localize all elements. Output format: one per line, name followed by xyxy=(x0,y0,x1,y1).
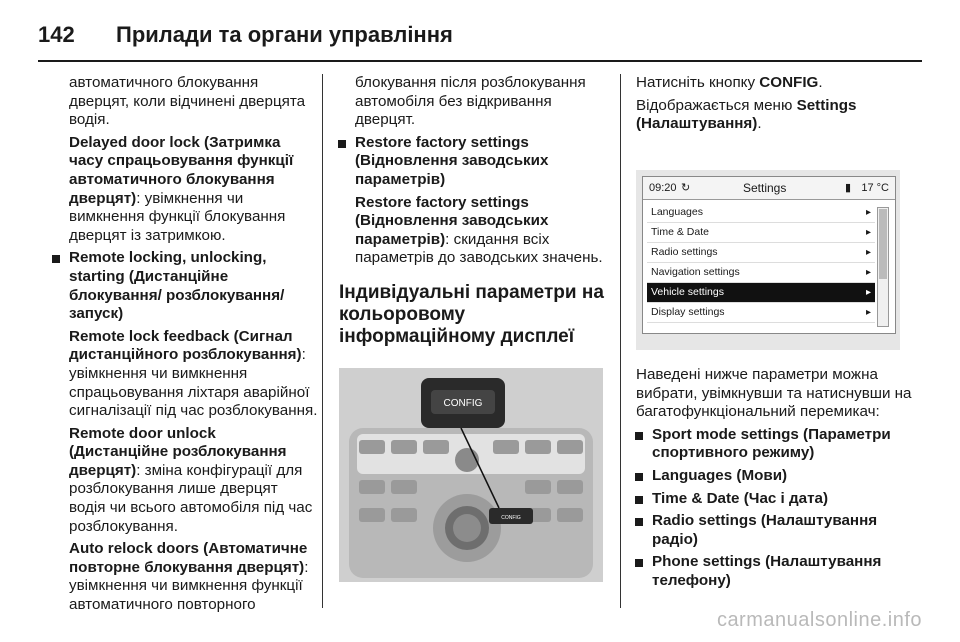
chevron-right-icon: ▸ xyxy=(865,207,871,218)
text: . xyxy=(757,115,762,133)
paragraph xyxy=(636,74,922,93)
bullet-item: Languages (Мови) xyxy=(636,467,922,486)
term: Remote lock feedback (Сигнал дистанційного розблокування) xyxy=(69,327,302,364)
config-callout-label: CONFIG xyxy=(443,398,483,409)
paragraph: автоматичного блокування дверцят, коли відчинені дверцята водія. xyxy=(69,74,306,129)
settings-menu-item[interactable] xyxy=(647,303,875,323)
screen-scrollbar xyxy=(877,207,889,327)
settings-menu-item[interactable] xyxy=(647,263,875,283)
settings-menu-item[interactable] xyxy=(647,203,875,223)
config-term: CONFIG xyxy=(759,74,819,91)
description: : увімкнення чи вимкнення функції автоматичного повторного xyxy=(69,558,309,614)
description: : увімкнення чи вимкнення спрацьовування ліхтаря аварійної сигналізації під час розблокування. xyxy=(69,346,318,420)
menu-item-label: Display settings xyxy=(651,306,725,318)
bullet-item: Phone settings (Налаштування телефону) xyxy=(636,553,922,590)
paragraph xyxy=(339,194,607,268)
settings-menu-list xyxy=(647,203,875,323)
console-photo xyxy=(339,368,603,582)
column-divider-2 xyxy=(620,74,621,608)
text: Натисніть кнопку xyxy=(636,74,760,91)
column-3 xyxy=(636,74,922,138)
description: : увімкнення чи вимкнення функції блокування дверцят із затримкою. xyxy=(69,189,286,244)
paragraph: блокування після розблокування автомобіля без відкривання дверцят. xyxy=(355,74,586,129)
description: : скидання всіх параметрів до заводських значень. xyxy=(355,230,603,267)
console-illustration xyxy=(339,368,603,582)
column-divider-1 xyxy=(322,74,323,608)
page-number: 142 xyxy=(38,22,75,47)
screen-temperature: 17 °C xyxy=(861,182,889,194)
menu-item-label: Vehicle settings xyxy=(651,286,724,298)
config-button-label: CONFIG xyxy=(501,515,521,521)
chevron-right-icon: ▸ xyxy=(865,247,871,258)
header-rule xyxy=(38,60,922,62)
screen-status-bar xyxy=(643,177,895,200)
column-2 xyxy=(339,74,607,356)
menu-item-label: Languages xyxy=(651,206,703,218)
menu-item-label: Radio settings xyxy=(651,246,718,258)
term: Remote door unlock (Дистанційне розблокування дверцят) xyxy=(69,424,287,479)
scrollbar-thumb xyxy=(879,209,887,279)
column-1 xyxy=(53,74,318,619)
bullet-item: Remote locking, unlocking, starting (Дистанційне блокування/ розблокування/запуск) xyxy=(53,249,318,323)
back-icon: ↻ xyxy=(681,182,691,194)
settings-screen-figure xyxy=(636,170,900,350)
chevron-right-icon: ▸ xyxy=(865,227,871,238)
section-heading: Індивідуальні параметри на кольоровому інформаційному дисплеї xyxy=(339,281,604,347)
settings-screen xyxy=(642,176,896,334)
column-3-lower xyxy=(636,366,922,595)
menu-item-label: Navigation settings xyxy=(651,266,740,278)
term: Auto relock doors (Автоматичне повторне блокування дверцят) xyxy=(69,540,308,576)
page-title: Прилади та органи управління xyxy=(116,22,453,47)
term: Delayed door lock (Затримка часу спрацьовування функції автоматичного блокування дверцят) xyxy=(69,133,294,207)
bullet-item: Time & Date (Час і дата) xyxy=(636,490,922,509)
paragraph: Наведені нижче параметри можна вибрати, увімкнувши та натиснувши на багатофункціональний перемикач: xyxy=(636,366,912,421)
screen-title: Settings xyxy=(743,181,787,195)
settings-term: Settings (Налаштування) xyxy=(636,96,857,133)
bullet-item: Restore factory settings (Відновлення заводських параметрів) xyxy=(339,134,607,190)
paragraph xyxy=(636,97,922,134)
paragraph xyxy=(53,540,318,614)
settings-menu-item[interactable] xyxy=(647,283,875,303)
page-header xyxy=(38,16,922,60)
paragraph xyxy=(53,328,318,421)
paragraph xyxy=(53,425,318,537)
chevron-right-icon: ▸ xyxy=(865,307,871,318)
bullet-item: Radio settings (Налаштування радіо) xyxy=(636,512,922,549)
settings-menu-item[interactable] xyxy=(647,243,875,263)
text: Відображається меню xyxy=(636,96,797,114)
description: : зміна конфігурації для розблокування лише дверцят водія чи всього автомобіля під час розблокування. xyxy=(69,461,313,535)
phone-icon: ▮ xyxy=(844,182,851,194)
watermark: carmanualsonline.info xyxy=(716,609,922,631)
bullet-list xyxy=(636,426,922,591)
text: . xyxy=(818,74,823,91)
term: Restore factory settings (Відновлення заводських параметрів) xyxy=(355,193,549,248)
paragraph xyxy=(53,134,318,246)
chevron-right-icon: ▸ xyxy=(865,267,871,278)
chevron-right-icon: ▸ xyxy=(865,287,871,298)
bullet-item: Sport mode settings (Параметри спортивного режиму) xyxy=(636,426,922,463)
menu-item-label: Time & Date xyxy=(651,226,709,238)
screen-time: 09:20 xyxy=(649,182,677,194)
settings-menu-item[interactable] xyxy=(647,223,875,243)
